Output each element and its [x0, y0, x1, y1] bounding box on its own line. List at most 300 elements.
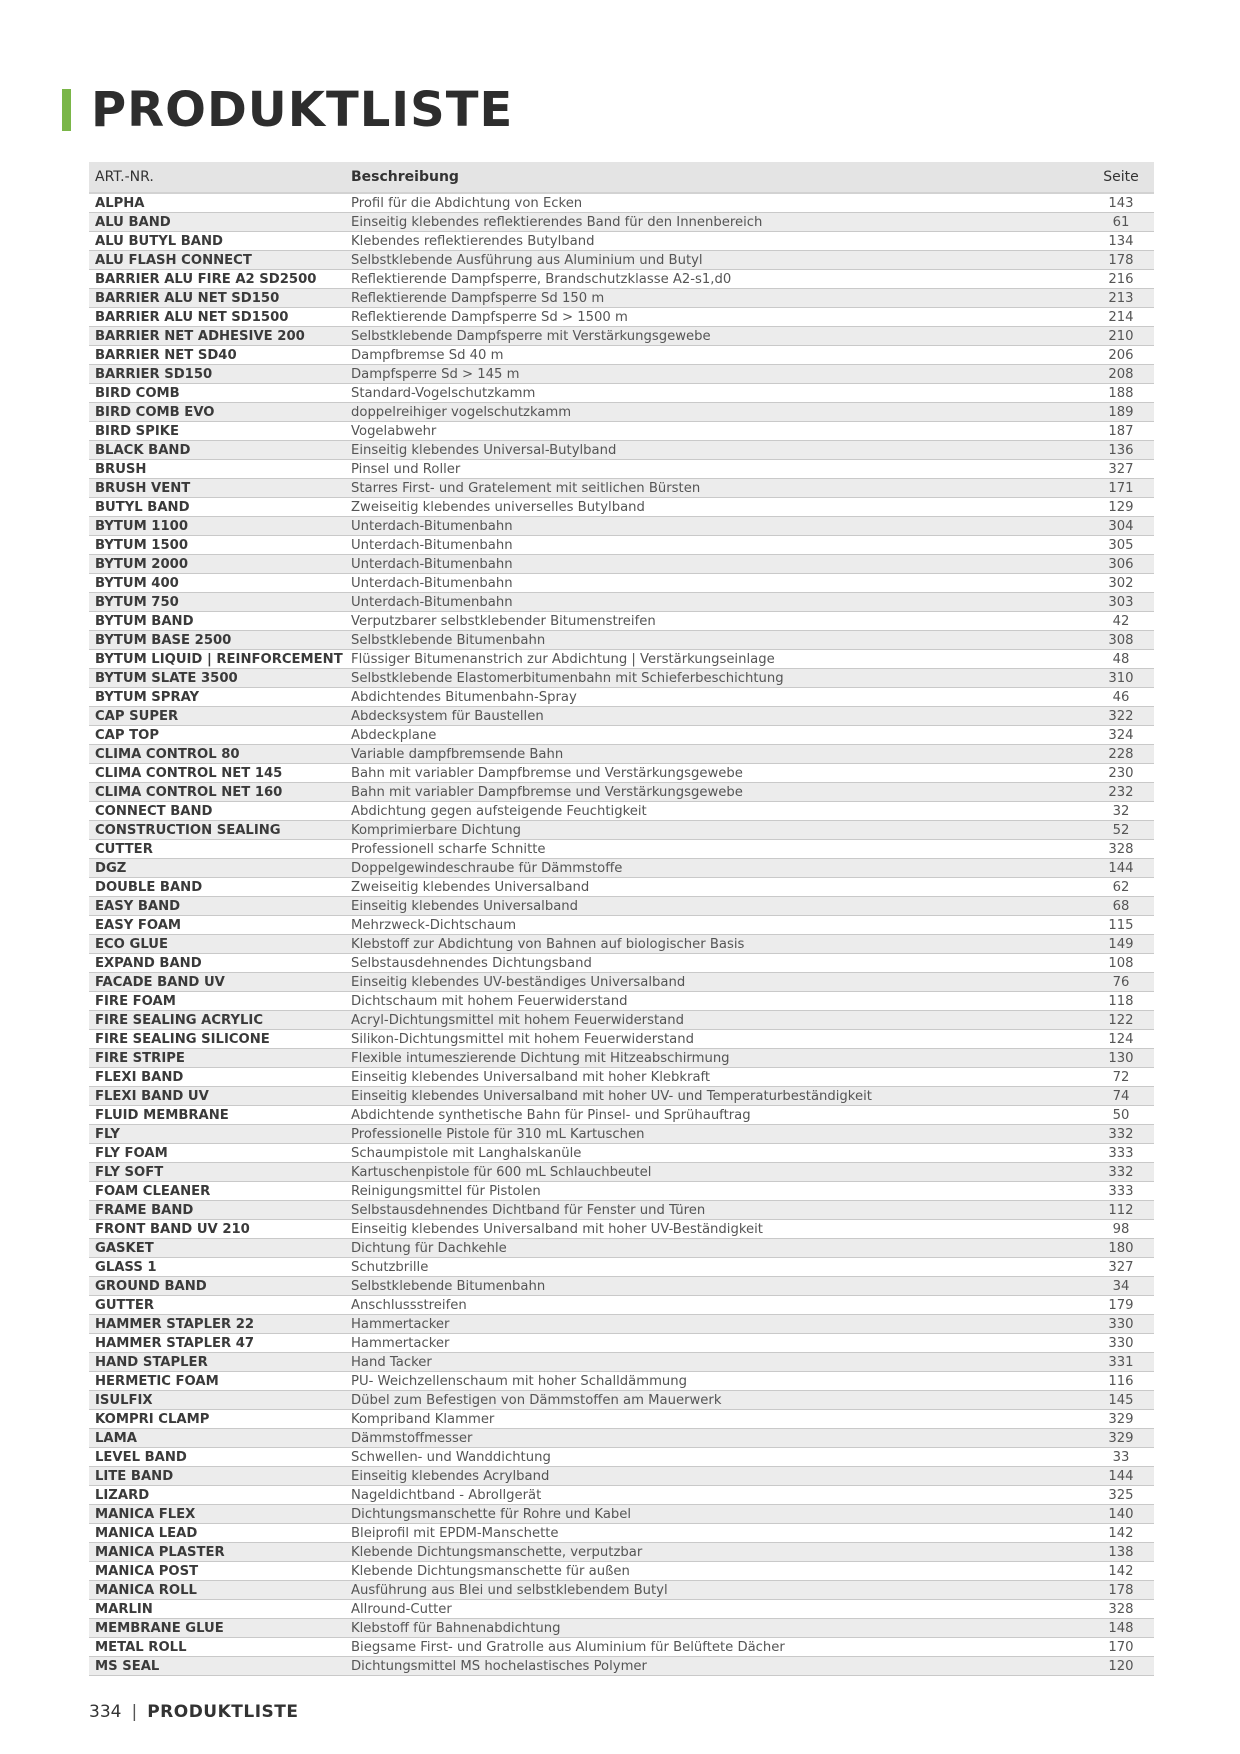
row-description: Flexible intumeszierende Dichtung mit Hitzeabschirmung: [351, 1050, 730, 1066]
table-row: [89, 1334, 1154, 1353]
row-page: 330: [1108, 1335, 1134, 1351]
row-art-nr: BYTUM 1500: [95, 537, 189, 553]
row-art-nr: FLY SOFT: [95, 1164, 164, 1180]
row-page: 130: [1108, 1050, 1134, 1066]
row-page: 178: [1108, 252, 1134, 268]
table-row: [89, 289, 1154, 308]
row-art-nr: BARRIER NET ADHESIVE 200: [95, 328, 305, 344]
row-description: Variable dampfbremsende Bahn: [351, 746, 564, 762]
table-row: [89, 840, 1154, 859]
row-page: 331: [1108, 1354, 1134, 1370]
row-art-nr: BYTUM SPRAY: [95, 689, 200, 705]
row-art-nr: CLIMA CONTROL 80: [95, 746, 240, 762]
row-page: 50: [1112, 1107, 1130, 1123]
table-row: [89, 1106, 1154, 1125]
table-row: [89, 935, 1154, 954]
table-row: [89, 441, 1154, 460]
row-page: 148: [1108, 1620, 1134, 1636]
row-page: 180: [1108, 1240, 1134, 1256]
table-row: [89, 1239, 1154, 1258]
row-description: Komprimierbare Dichtung: [351, 822, 521, 838]
row-art-nr: ALPHA: [95, 195, 145, 211]
row-art-nr: BYTUM 2000: [95, 556, 189, 572]
row-description: Unterdach-Bitumenbahn: [351, 575, 513, 591]
row-art-nr: FLY: [95, 1126, 120, 1142]
row-page: 187: [1108, 423, 1134, 439]
table-row: [89, 1163, 1154, 1182]
row-description: Abdeckplane: [351, 727, 437, 743]
table-row: [89, 555, 1154, 574]
row-description: Professionelle Pistole für 310 mL Kartuschen: [351, 1126, 645, 1142]
row-page: 170: [1108, 1639, 1134, 1655]
table-row: [89, 650, 1154, 669]
table-row: [89, 1581, 1154, 1600]
row-page: 136: [1108, 442, 1134, 458]
row-art-nr: ALU BUTYL BAND: [95, 233, 223, 249]
table-row: [89, 1049, 1154, 1068]
row-page: 145: [1108, 1392, 1134, 1408]
table-row: [89, 346, 1154, 365]
row-description: Klebstoff zur Abdichtung von Bahnen auf biologischer Basis: [351, 936, 745, 952]
table-row: [89, 574, 1154, 593]
row-art-nr: FIRE SEALING SILICONE: [95, 1031, 270, 1047]
row-page: 330: [1108, 1316, 1134, 1332]
row-page: 149: [1108, 936, 1134, 952]
table-row: [89, 1201, 1154, 1220]
row-page: 332: [1108, 1126, 1134, 1142]
row-art-nr: BARRIER ALU NET SD1500: [95, 309, 289, 325]
row-description: Verputzbarer selbstklebender Bitumenstreifen: [351, 613, 656, 629]
row-description: Allround-Cutter: [351, 1601, 452, 1617]
table-row: [89, 1030, 1154, 1049]
row-art-nr: MANICA ROLL: [95, 1582, 197, 1598]
row-description: Dampfbremse Sd 40 m: [351, 347, 504, 363]
footer-page-number: 334: [89, 1702, 122, 1722]
row-description: Einseitig klebendes Universal-Butylband: [351, 442, 617, 458]
table-row: [89, 1296, 1154, 1315]
header-art-nr: ART.-NR.: [95, 169, 154, 185]
table-row: [89, 1125, 1154, 1144]
row-art-nr: FLEXI BAND UV: [95, 1088, 209, 1104]
row-art-nr: EASY BAND: [95, 898, 181, 914]
row-art-nr: GASKET: [95, 1240, 154, 1256]
row-description: Standard-Vogelschutzkamm: [351, 385, 536, 401]
row-description: Selbstklebende Bitumenbahn: [351, 1278, 546, 1294]
table-row: [89, 327, 1154, 346]
row-art-nr: FOAM CLEANER: [95, 1183, 211, 1199]
row-art-nr: KOMPRI CLAMP: [95, 1411, 210, 1427]
table-row: [89, 1182, 1154, 1201]
table-row: [89, 1505, 1154, 1524]
table-row: [89, 954, 1154, 973]
row-description: Schutzbrille: [351, 1259, 429, 1275]
row-art-nr: FLY FOAM: [95, 1145, 168, 1161]
row-description: Dichtungsmanschette für Rohre und Kabel: [351, 1506, 632, 1522]
row-page: 32: [1112, 803, 1130, 819]
table-row: [89, 1144, 1154, 1163]
table-row: [89, 1372, 1154, 1391]
row-description: Abdichtung gegen aufsteigende Feuchtigkeit: [351, 803, 647, 819]
row-description: Hand Tacker: [351, 1354, 432, 1370]
row-description: Zweiseitig klebendes Universalband: [351, 879, 590, 895]
row-art-nr: HERMETIC FOAM: [95, 1373, 219, 1389]
row-page: 178: [1108, 1582, 1134, 1598]
row-page: 329: [1108, 1411, 1134, 1427]
table-row: [89, 593, 1154, 612]
table-row: [89, 1600, 1154, 1619]
row-art-nr: BUTYL BAND: [95, 499, 190, 515]
row-page: 68: [1112, 898, 1130, 914]
row-art-nr: MANICA LEAD: [95, 1525, 198, 1541]
row-description: Silikon-Dichtungsmittel mit hohem Feuerwiderstand: [351, 1031, 694, 1047]
table-row: [89, 308, 1154, 327]
row-page: 327: [1108, 461, 1134, 477]
table-row: [89, 365, 1154, 384]
row-art-nr: FRAME BAND: [95, 1202, 194, 1218]
row-art-nr: ISULFIX: [95, 1392, 153, 1408]
row-art-nr: BYTUM LIQUID | REINFORCEMENT: [95, 651, 343, 667]
table-row: [89, 745, 1154, 764]
row-page: 333: [1108, 1145, 1134, 1161]
row-page: 116: [1108, 1373, 1134, 1389]
row-page: 328: [1108, 841, 1134, 857]
table-row: [89, 403, 1154, 422]
row-description: Abdecksystem für Baustellen: [351, 708, 544, 724]
row-page: 216: [1108, 271, 1134, 287]
row-page: 140: [1108, 1506, 1134, 1522]
row-description: Vogelabwehr: [351, 423, 437, 439]
table-row: [89, 498, 1154, 517]
row-art-nr: BYTUM 400: [95, 575, 179, 591]
row-description: Schwellen- und Wanddichtung: [351, 1449, 551, 1465]
row-art-nr: HAND STAPLER: [95, 1354, 208, 1370]
row-description: Klebende Dichtungsmanschette für außen: [351, 1563, 630, 1579]
table-row: [89, 1486, 1154, 1505]
row-page: 120: [1108, 1658, 1134, 1674]
row-art-nr: METAL ROLL: [95, 1639, 187, 1655]
row-description: Hammertacker: [351, 1316, 450, 1332]
accent-bar: [62, 89, 71, 131]
row-page: 327: [1108, 1259, 1134, 1275]
row-art-nr: CLIMA CONTROL NET 160: [95, 784, 283, 800]
row-art-nr: BYTUM 750: [95, 594, 179, 610]
row-description: Einseitig klebendes Universalband mit hoher Klebkraft: [351, 1069, 711, 1085]
row-art-nr: MANICA POST: [95, 1563, 199, 1579]
row-page: 308: [1108, 632, 1134, 648]
row-page: 305: [1108, 537, 1134, 553]
row-description: Doppelgewindeschraube für Dämmstoffe: [351, 860, 623, 876]
row-description: Einseitig klebendes Universalband mit hoher UV-Beständigkeit: [351, 1221, 763, 1237]
row-art-nr: MANICA FLEX: [95, 1506, 196, 1522]
table-body: [89, 194, 1154, 1676]
row-art-nr: BRUSH: [95, 461, 147, 477]
row-art-nr: BIRD SPIKE: [95, 423, 179, 439]
row-description: Dichtungsmittel MS hochelastisches Polymer: [351, 1658, 647, 1674]
row-page: 310: [1108, 670, 1134, 686]
row-page: 188: [1108, 385, 1134, 401]
row-page: 61: [1112, 214, 1130, 230]
row-page: 143: [1108, 195, 1134, 211]
table-row: [89, 1524, 1154, 1543]
table-row: [89, 232, 1154, 251]
table-row: [89, 802, 1154, 821]
row-page: 46: [1112, 689, 1130, 705]
row-description: Dichtschaum mit hohem Feuerwiderstand: [351, 993, 628, 1009]
row-art-nr: LITE BAND: [95, 1468, 174, 1484]
row-art-nr: EXPAND BAND: [95, 955, 202, 971]
row-page: 142: [1108, 1563, 1134, 1579]
row-art-nr: MEMBRANE GLUE: [95, 1620, 224, 1636]
row-description: Selbstausdehnendes Dichtungsband: [351, 955, 592, 971]
row-description: Profil für die Abdichtung von Ecken: [351, 195, 583, 211]
row-description: Abdichtende synthetische Bahn für Pinsel- und Sprühauftrag: [351, 1107, 751, 1123]
table-row: [89, 194, 1154, 213]
table-row: [89, 536, 1154, 555]
row-art-nr: BARRIER ALU NET SD150: [95, 290, 280, 306]
row-page: 171: [1108, 480, 1134, 496]
table-row: [89, 821, 1154, 840]
row-art-nr: ALU BAND: [95, 214, 171, 230]
table-row: [89, 612, 1154, 631]
table-row: [89, 878, 1154, 897]
row-description: Klebendes reflektierendes Butylband: [351, 233, 595, 249]
row-description: Selbstklebende Dampfsperre mit Verstärkungsgewebe: [351, 328, 711, 344]
row-art-nr: MS SEAL: [95, 1658, 160, 1674]
row-page: 124: [1108, 1031, 1134, 1047]
row-description: Unterdach-Bitumenbahn: [351, 518, 513, 534]
row-art-nr: MARLIN: [95, 1601, 153, 1617]
row-page: 322: [1108, 708, 1134, 724]
row-page: 324: [1108, 727, 1134, 743]
row-page: 333: [1108, 1183, 1134, 1199]
page-header: [62, 82, 513, 138]
row-page: 144: [1108, 1468, 1134, 1484]
row-page: 62: [1112, 879, 1130, 895]
row-description: Selbstklebende Bitumenbahn: [351, 632, 546, 648]
table-row: [89, 1353, 1154, 1372]
row-description: Mehrzweck-Dichtschaum: [351, 917, 517, 933]
row-art-nr: BYTUM BASE 2500: [95, 632, 232, 648]
row-art-nr: BARRIER ALU FIRE A2 SD2500: [95, 271, 317, 287]
table-row: [89, 1429, 1154, 1448]
row-art-nr: BLACK BAND: [95, 442, 191, 458]
row-art-nr: CUTTER: [95, 841, 153, 857]
row-art-nr: DGZ: [95, 860, 127, 876]
row-description: Biegsame First- und Gratrolle aus Aluminium für Belüftete Dächer: [351, 1639, 785, 1655]
row-art-nr: FLUID MEMBRANE: [95, 1107, 229, 1123]
row-description: Schaumpistole mit Langhalskanüle: [351, 1145, 582, 1161]
row-art-nr: BIRD COMB EVO: [95, 404, 215, 420]
row-page: 210: [1108, 328, 1134, 344]
row-description: Reflektierende Dampfsperre Sd 150 m: [351, 290, 605, 306]
table-header: [89, 162, 1154, 194]
row-page: 134: [1108, 233, 1134, 249]
row-art-nr: BYTUM BAND: [95, 613, 194, 629]
row-description: Flüssiger Bitumenanstrich zur Abdichtung | Verstärkungseinlage: [351, 651, 775, 667]
footer-separator: |: [131, 1702, 138, 1722]
row-description: Reinigungsmittel für Pistolen: [351, 1183, 541, 1199]
table-row: [89, 460, 1154, 479]
row-page: 328: [1108, 1601, 1134, 1617]
row-description: Selbstklebende Elastomerbitumenbahn mit Schieferbeschichtung: [351, 670, 784, 686]
row-art-nr: HAMMER STAPLER 22: [95, 1316, 255, 1332]
row-description: Einseitig klebendes Acrylband: [351, 1468, 550, 1484]
row-page: 189: [1108, 404, 1134, 420]
product-table: [89, 162, 1154, 1676]
page-title: PRODUKTLISTE: [91, 82, 514, 138]
row-art-nr: MANICA PLASTER: [95, 1544, 225, 1560]
row-art-nr: FIRE FOAM: [95, 993, 176, 1009]
row-page: 228: [1108, 746, 1134, 762]
row-page: 98: [1112, 1221, 1130, 1237]
table-row: [89, 916, 1154, 935]
row-art-nr: BYTUM SLATE 3500: [95, 670, 238, 686]
row-description: Einseitig klebendes Universalband: [351, 898, 579, 914]
row-art-nr: CAP SUPER: [95, 708, 179, 724]
row-description: Klebstoff für Bahnenabdichtung: [351, 1620, 561, 1636]
table-row: [89, 1619, 1154, 1638]
row-page: 115: [1108, 917, 1134, 933]
row-page: 122: [1108, 1012, 1134, 1028]
row-description: Bahn mit variabler Dampfbremse und Verstärkungsgewebe: [351, 765, 743, 781]
table-row: [89, 631, 1154, 650]
row-page: 303: [1108, 594, 1134, 610]
table-row: [89, 1220, 1154, 1239]
table-row: [89, 1638, 1154, 1657]
row-description: Ausführung aus Blei und selbstklebendem Butyl: [351, 1582, 668, 1598]
row-page: 33: [1112, 1449, 1130, 1465]
row-art-nr: GROUND BAND: [95, 1278, 207, 1294]
table-row: [89, 897, 1154, 916]
row-page: 232: [1108, 784, 1134, 800]
row-art-nr: CAP TOP: [95, 727, 160, 743]
row-description: PU- Weichzellenschaum mit hoher Schalldämmung: [351, 1373, 688, 1389]
row-page: 48: [1112, 651, 1130, 667]
row-description: Reflektierende Dampfsperre Sd > 1500 m: [351, 309, 628, 325]
row-page: 332: [1108, 1164, 1134, 1180]
row-art-nr: LEVEL BAND: [95, 1449, 187, 1465]
row-description: Abdichtendes Bitumenbahn-Spray: [351, 689, 577, 705]
table-row: [89, 251, 1154, 270]
row-art-nr: HAMMER STAPLER 47: [95, 1335, 255, 1351]
row-page: 118: [1108, 993, 1134, 1009]
row-art-nr: CONNECT BAND: [95, 803, 213, 819]
row-description: Dampfsperre Sd > 145 m: [351, 366, 520, 382]
table-row: [89, 384, 1154, 403]
row-description: Unterdach-Bitumenbahn: [351, 537, 513, 553]
row-art-nr: BRUSH VENT: [95, 480, 191, 496]
row-art-nr: DOUBLE BAND: [95, 879, 203, 895]
row-art-nr: EASY FOAM: [95, 917, 182, 933]
row-page: 112: [1108, 1202, 1134, 1218]
row-art-nr: FIRE SEALING ACRYLIC: [95, 1012, 263, 1028]
row-art-nr: CLIMA CONTROL NET 145: [95, 765, 283, 781]
row-description: Dämmstoffmesser: [351, 1430, 473, 1446]
row-description: Acryl-Dichtungsmittel mit hohem Feuerwiderstand: [351, 1012, 684, 1028]
row-description: Anschlussstreifen: [351, 1297, 467, 1313]
row-page: 142: [1108, 1525, 1134, 1541]
table-row: [89, 1258, 1154, 1277]
table-row: [89, 688, 1154, 707]
row-description: Kartuschenpistole für 600 mL Schlauchbeutel: [351, 1164, 652, 1180]
table-row: [89, 1467, 1154, 1486]
row-art-nr: FACADE BAND UV: [95, 974, 225, 990]
table-row: [89, 1543, 1154, 1562]
row-page: 206: [1108, 347, 1134, 363]
row-description: Pinsel und Roller: [351, 461, 461, 477]
table-row: [89, 992, 1154, 1011]
row-page: 72: [1112, 1069, 1130, 1085]
row-description: Reflektierende Dampfsperre, Brandschutzklasse A2-s1,d0: [351, 271, 732, 287]
row-art-nr: GUTTER: [95, 1297, 154, 1313]
row-art-nr: FIRE STRIPE: [95, 1050, 185, 1066]
row-art-nr: BARRIER NET SD40: [95, 347, 237, 363]
row-description: Einseitig klebendes reflektierendes Band für den Innenbereich: [351, 214, 763, 230]
table-row: [89, 517, 1154, 536]
row-description: Unterdach-Bitumenbahn: [351, 594, 513, 610]
row-page: 42: [1112, 613, 1130, 629]
table-row: [89, 422, 1154, 441]
row-art-nr: LIZARD: [95, 1487, 150, 1503]
row-description: Starres First- und Gratelement mit seitlichen Bürsten: [351, 480, 701, 496]
row-page: 138: [1108, 1544, 1134, 1560]
row-description: Einseitig klebendes Universalband mit hoher UV- und Temperaturbeständigkeit: [351, 1088, 872, 1104]
row-page: 208: [1108, 366, 1134, 382]
row-art-nr: BARRIER SD150: [95, 366, 213, 382]
row-page: 302: [1108, 575, 1134, 591]
row-page: 230: [1108, 765, 1134, 781]
table-row: [89, 1657, 1154, 1676]
table-row: [89, 1011, 1154, 1030]
table-row: [89, 1448, 1154, 1467]
table-row: [89, 1391, 1154, 1410]
row-description: Unterdach-Bitumenbahn: [351, 556, 513, 572]
row-page: 214: [1108, 309, 1134, 325]
row-description: Bleiprofil mit EPDM-Manschette: [351, 1525, 559, 1541]
page-footer: [89, 1702, 298, 1722]
row-description: Bahn mit variabler Dampfbremse und Verstärkungsgewebe: [351, 784, 743, 800]
table-row: [89, 707, 1154, 726]
row-page: 74: [1112, 1088, 1130, 1104]
table-row: [89, 1315, 1154, 1334]
row-description: Selbstausdehnendes Dichtband für Fenster und Türen: [351, 1202, 706, 1218]
row-page: 306: [1108, 556, 1134, 572]
row-page: 52: [1112, 822, 1130, 838]
header-page: Seite: [1103, 169, 1139, 185]
table-row: [89, 669, 1154, 688]
row-art-nr: GLASS 1: [95, 1259, 157, 1275]
row-page: 179: [1108, 1297, 1134, 1313]
row-page: 76: [1112, 974, 1130, 990]
row-description: Einseitig klebendes UV-beständiges Universalband: [351, 974, 686, 990]
row-art-nr: LAMA: [95, 1430, 137, 1446]
table-row: [89, 1277, 1154, 1296]
row-page: 34: [1112, 1278, 1130, 1294]
row-description: Selbstklebende Ausführung aus Aluminium und Butyl: [351, 252, 703, 268]
row-art-nr: CONSTRUCTION SEALING: [95, 822, 281, 838]
table-row: [89, 479, 1154, 498]
row-description: Nageldichtband - Abrollgerät: [351, 1487, 542, 1503]
row-art-nr: FRONT BAND UV 210: [95, 1221, 250, 1237]
row-art-nr: ALU FLASH CONNECT: [95, 252, 252, 268]
table-row: [89, 1410, 1154, 1429]
row-description: Hammertacker: [351, 1335, 450, 1351]
row-description: doppelreihiger vogelschutzkamm: [351, 404, 572, 420]
table-row: [89, 213, 1154, 232]
row-art-nr: ECO GLUE: [95, 936, 168, 952]
row-page: 144: [1108, 860, 1134, 876]
table-row: [89, 973, 1154, 992]
